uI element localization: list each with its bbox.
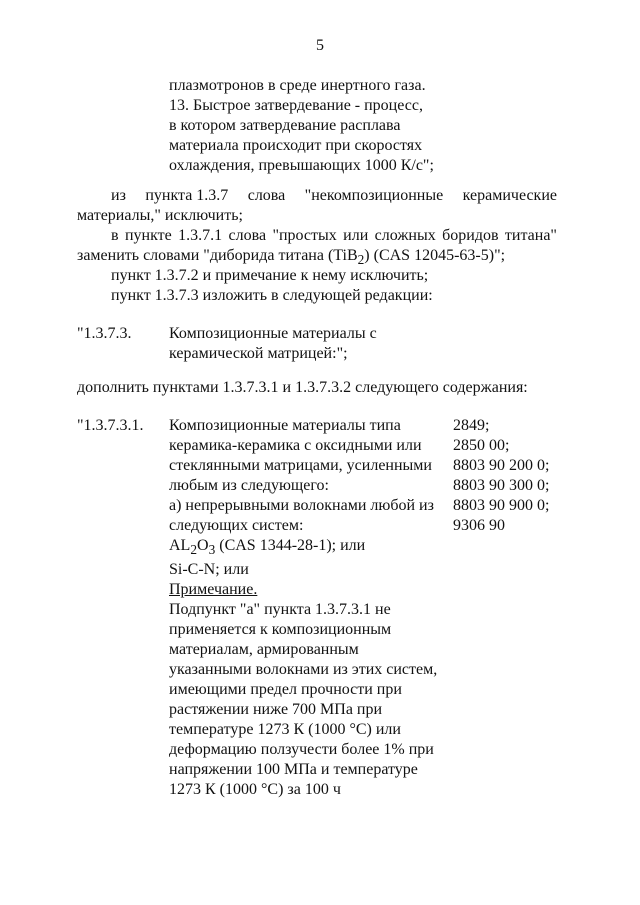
paragraph-new-edition: пункт 1.3.7.3 изложить в следующей редакции:: [111, 287, 433, 304]
tnved-code: 8803 90 900 0;: [453, 497, 550, 514]
text-line: материалы," исключить;: [77, 207, 243, 224]
tnved-code: 2849;: [453, 417, 490, 434]
paragraph-supplement: дополнить пунктами 1.3.7.3.1 и 1.3.7.3.2 следующего содержания:: [77, 379, 528, 396]
item-text: Композиционные материалы с керамической матрицей:";: [169, 325, 377, 362]
subscript: 2: [357, 252, 365, 268]
item-code: "1.3.7.3.1.: [77, 417, 144, 434]
paragraph-exclude-words: [77, 186, 557, 226]
top-continuation-block: [169, 76, 434, 176]
item-code: "1.3.7.3.: [77, 325, 132, 342]
word: 1.3.7.1: [178, 227, 223, 244]
text-line: охлаждения, превышающих 1000 К/с";: [169, 157, 434, 174]
word: боридов: [442, 227, 499, 244]
item-1-3-7-3: [0, 324, 640, 368]
word: "некомпозиционные: [304, 187, 444, 204]
word: титана": [504, 227, 557, 244]
word: сложных: [374, 227, 436, 244]
note-title: Примечание.: [169, 581, 258, 598]
tnved-code: 9306 90: [453, 517, 505, 534]
formula-line: $AL_2O_3$ (CAS 1344-28-1); или: [169, 537, 366, 558]
tnved-codes: [453, 416, 549, 536]
item-text: Композиционные материалы типа керамика-керамика с оксидными или стеклянными матрицами, усиленными любым из следующего: а) непрерывными волокнами любой из следующих систем: $AL_2O_3$ (CAS 1344-28-1); или Si-C-N; или: [169, 417, 434, 579]
text-line: в котором затвердевание расплава: [169, 117, 401, 134]
word: или: [343, 227, 369, 244]
tnved-code: 2850 00;: [453, 437, 510, 454]
word: слова: [247, 187, 286, 204]
tnved-code: 8803 90 300 0;: [453, 477, 550, 494]
word: керамические: [462, 187, 557, 204]
text-line: 13. Быстрое затвердевание - процесс,: [169, 97, 423, 114]
text-line: заменить словами "диборида титана (TiB$_2$) (CAS 12045-63-5)";: [77, 247, 506, 268]
text-line: материала происходит при скоростях: [169, 137, 423, 154]
note-block: Примечание. Подпункт "а" пункта 1.3.7.3.1 не применяется к композиционным материалам, армированным указанными волокнами из этих систем, имеющими предел прочности при растяжении ниже 700 МПа при температуре 1273 К (1000 °С) или деформацию ползучести более 1% при напряжении 100 МПа и температуре 1273 К (1000 °С) за 100 ч: [169, 581, 438, 798]
paragraph-exclude-item: пункт 1.3.7.2 и примечание к нему исключить;: [111, 267, 429, 284]
word: из: [111, 187, 126, 204]
word: "простых: [272, 227, 337, 244]
tnved-code: 8803 90 200 0;: [453, 457, 550, 474]
page-number: 5: [316, 37, 324, 54]
word: в: [111, 227, 119, 244]
justified-line: [77, 186, 557, 206]
word: пункте: [124, 227, 172, 244]
word: пункта 1.3.7: [145, 187, 229, 204]
word: слова: [228, 227, 267, 244]
text-line: плазмотронов в среде инертного газа.: [169, 77, 426, 94]
item-1-3-7-3-1: [0, 416, 640, 579]
justified-line: [77, 226, 557, 246]
paragraph-replace-words: [77, 226, 557, 270]
